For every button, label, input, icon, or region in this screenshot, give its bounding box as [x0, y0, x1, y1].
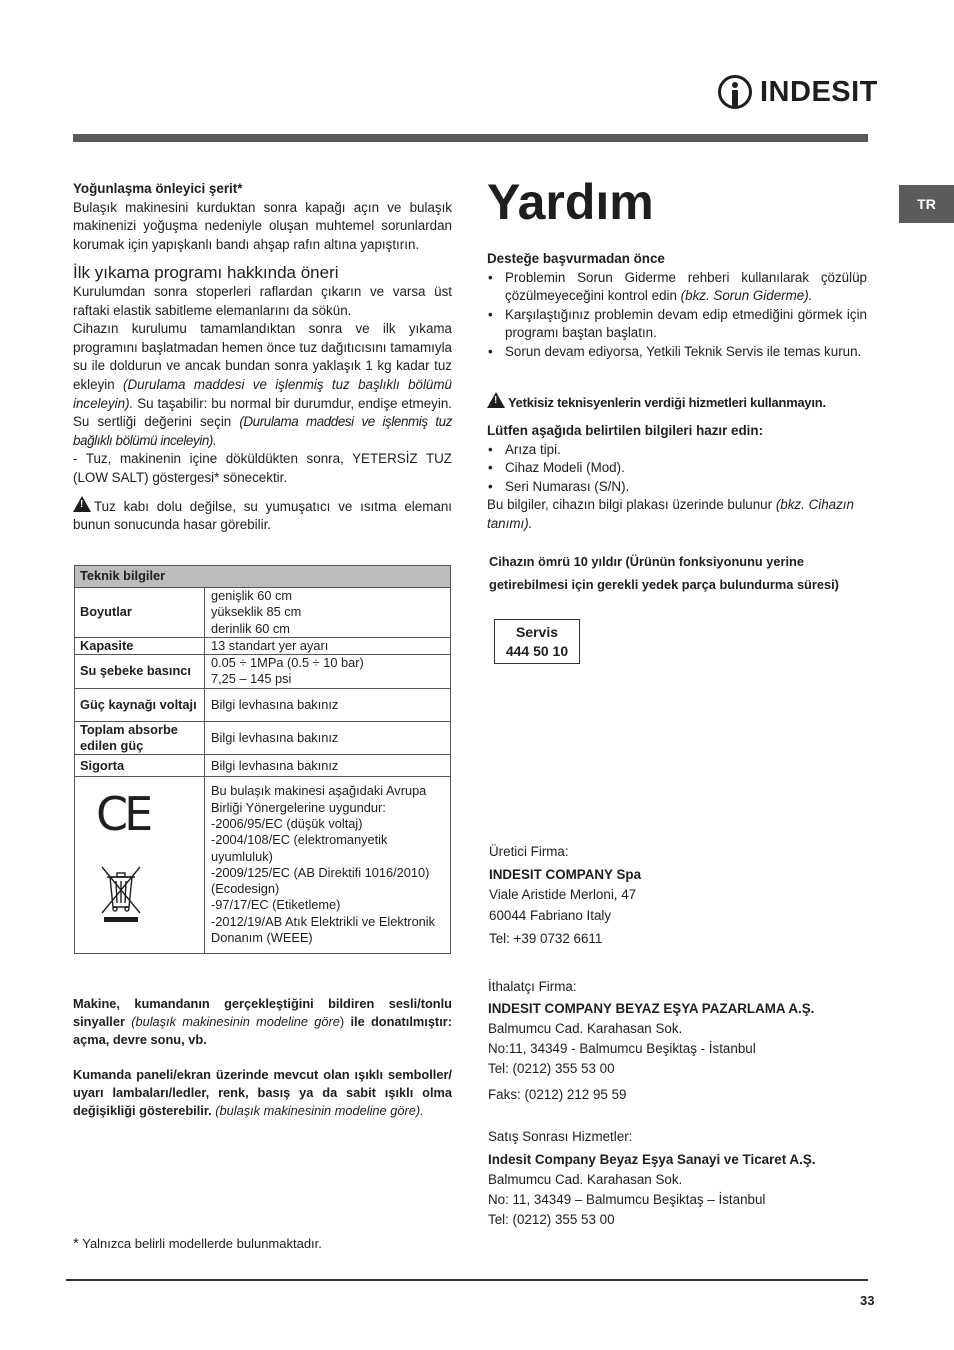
list-item: • Sorun devam ediyorsa, Yetkili Teknik Servis ile temas kurun. [487, 343, 867, 362]
row-value: 0.05 ÷ 1MPa (0.5 ÷ 10 bar) 7,25 – 145 psi [205, 655, 451, 689]
paragraph: - Tuz, makinenin içine döküldükten sonra, YETERSİZ TUZ (LOW SALT) göstergesi* sönecektir. [73, 451, 452, 485]
row-label: Boyutlar [75, 588, 205, 638]
info-note: Bu bilgiler, cihazın bilgi plakası üzerinde bulunur (bkz. Cihazın tanımı). [487, 497, 854, 531]
warning-icon [73, 496, 91, 512]
page-number: 33 [860, 1293, 875, 1308]
list-item: • Cihaz Modeli (Mod). [487, 459, 867, 478]
footnote: * Yalnızca belirli modellerde bulunmaktadır. [73, 1235, 322, 1252]
table-row [75, 755, 451, 777]
row-label: Kapasite [75, 637, 205, 654]
table-row [75, 655, 451, 689]
warning-unauthorized: !Yetkisiz teknisyenlerin verdiği hizmetleri kullanmayın. [487, 392, 867, 413]
directives-list: Bu bulaşık makinesi aşağıdaki Avrupa Birliği Yönergelerine uygundur: -2006/95/EC (düşük voltaj) -2004/108/EC (elektromanyetik uyumluluk) -2009/125/EC (AB Direktifi 1016/2010) (Ecodesign) -97/17/EC (Etiketleme) -2012/19/AB Atık Elektrikli ve Elektronik Donanım (WEEE) [205, 777, 451, 954]
note-panel-lights: Kumanda paneli/ekran üzerinde mevcut olan ışıklı semboller/ uyarı lambaları/ledler, renk, basış ya da sabit ışıklı olma değişikliği gösterebilir. (bulaşık makinesinin modeline göre). [73, 1067, 452, 1118]
row-label: Toplam absorbe edilen güç [75, 721, 205, 755]
table-row [75, 637, 451, 654]
support-list [487, 269, 867, 362]
service-box: Servis 444 50 10 [494, 619, 580, 664]
list-item: • Karşılaştığınız problemin devam edip etmediğini görmek için programı baştan başlatın. [487, 306, 867, 343]
row-value: Bilgi levhasına bakınız [205, 688, 451, 721]
logo-wordmark: INDESIT [760, 75, 878, 108]
section-before-support [487, 250, 867, 362]
list-item: • Arıza tipi. [487, 441, 867, 460]
row-value: Bilgi levhasına bakınız [205, 721, 451, 755]
row-value: genişlik 60 cm yükseklik 85 cm derinlik 60 cm [205, 588, 451, 638]
section-first-wash [73, 263, 452, 535]
after-sales-block: Satış Sonrası Hizmetler: Indesit Company Beyaz Eşya Sanayi ve Ticaret A.Ş. Balmumcu Cad. Karahasan Sok. No: 11, 34349 – Balmumcu Beşiktaş – İstanbul Tel: (0212) 355 53 00 [488, 1129, 816, 1227]
paragraph: Kurulumdan sonra stoperleri raflardan çıkarın ve varsa üst raftaki elastik sabitleme elemanlarını da sökün. [73, 284, 452, 318]
table-row [75, 721, 451, 755]
logo-i-icon [718, 75, 752, 109]
row-label: Sigorta [75, 755, 205, 777]
warning-paragraph: !Tuz kabı dolu değilse, su yumuşatıcı ve ısıtma elemanı bunun sonucunda hasar görebilir. [73, 496, 452, 535]
language-tab: TR [899, 185, 954, 223]
table-row-compliance [75, 777, 451, 954]
row-value: Bilgi levhasına bakınız [205, 755, 451, 777]
manufacturer-block: Üretici Firma: INDESIT COMPANY Spa Viale Aristide Merloni, 47 60044 Fabriano Italy Tel: +39 0732 6611 [489, 844, 642, 946]
section-condensation-strip [73, 180, 452, 254]
warning-icon [487, 392, 505, 408]
section-heading: İlk yıkama programı hakkında öneri [73, 263, 339, 282]
compliance-marks [75, 777, 205, 954]
row-label: Su şebeke basıncı [75, 655, 205, 689]
section-title: Lütfen aşağıda belirtilen bilgileri hazır edin: [487, 423, 764, 438]
section-info-needed [487, 422, 867, 534]
weee-bin-icon [98, 863, 144, 923]
section-body: Bulaşık makinesini kurduktan sonra kapağı açın ve bulaşık makinenizi yoğuşma nedeniyle oluşan muhtemel sorunlardan korumak için yapışkanlı bandı ahşap rafın altına yapıştırın. [73, 199, 452, 252]
technical-specs-table [74, 565, 451, 954]
table-row [75, 588, 451, 638]
info-list [487, 441, 867, 497]
page-title: Yardım [487, 174, 654, 230]
ce-mark-icon: CE [96, 787, 150, 842]
note-signals: Makine, kumandanın gerçekleştiğini bildiren sesli/tonlu sinyaller (bulaşık makinesinin modeline göre) ile donatılmıştır: açma, devre sonu, vb. [73, 996, 452, 1047]
table-header-row [75, 566, 451, 588]
row-label: Güç kaynağı voltajı [75, 688, 205, 721]
lifetime-statement: Cihazın ömrü 10 yıldır (Ürünün fonksiyonunu yerine getirebilmesi için gerekli yedek parça bulundurma süresi) [489, 554, 839, 592]
section-title: Desteğe başvurmadan önce [487, 251, 665, 266]
importer-block: İthalatçı Firma: INDESIT COMPANY BEYAZ EŞYA PAZARLAMA A.Ş. Balmumcu Cad. Karahasan Sok. No:11, 34349 - Balmumcu Beşiktaş - İstanbul Tel: (0212) 355 53 00 Faks: (0212) 212 95 59 [488, 979, 815, 1102]
section-title: Yoğunlaşma önleyici şerit* [73, 181, 243, 196]
indesit-logo [718, 70, 878, 114]
table-row [75, 688, 451, 721]
row-value: 13 standart yer ayarı [205, 637, 451, 654]
paragraph: Cihazın kurulumu tamamlandıktan sonra ve ilk yıkama programını başlatmadan hemen önce tuz dağıtıcısını tamamıyla su ile doldurun ve ancak bundan sonra yaklaşık 1 kg kadar tuz ekleyin (Durulama maddesi ve işlenmiş tuz başlıklı bölümü inceleyin). Su taşabilir: bu normal bir durumdur, endişe etmeyin. Su sertliği değerini seçin (Durulama maddesi ve işlenmiş tuz bağlıklı bölümü inceleyin). [73, 321, 452, 448]
header-rule [73, 134, 868, 142]
list-item: • Problemin Sorun Giderme rehberi kullanılarak çözülüp çözülmeyeceğini kontrol edin (bkz. Sorun Giderme). [487, 269, 867, 306]
table-header: Teknik bilgiler [75, 566, 451, 588]
footer-rule [66, 1279, 868, 1281]
list-item: • Seri Numarası (S/N). [487, 478, 867, 497]
